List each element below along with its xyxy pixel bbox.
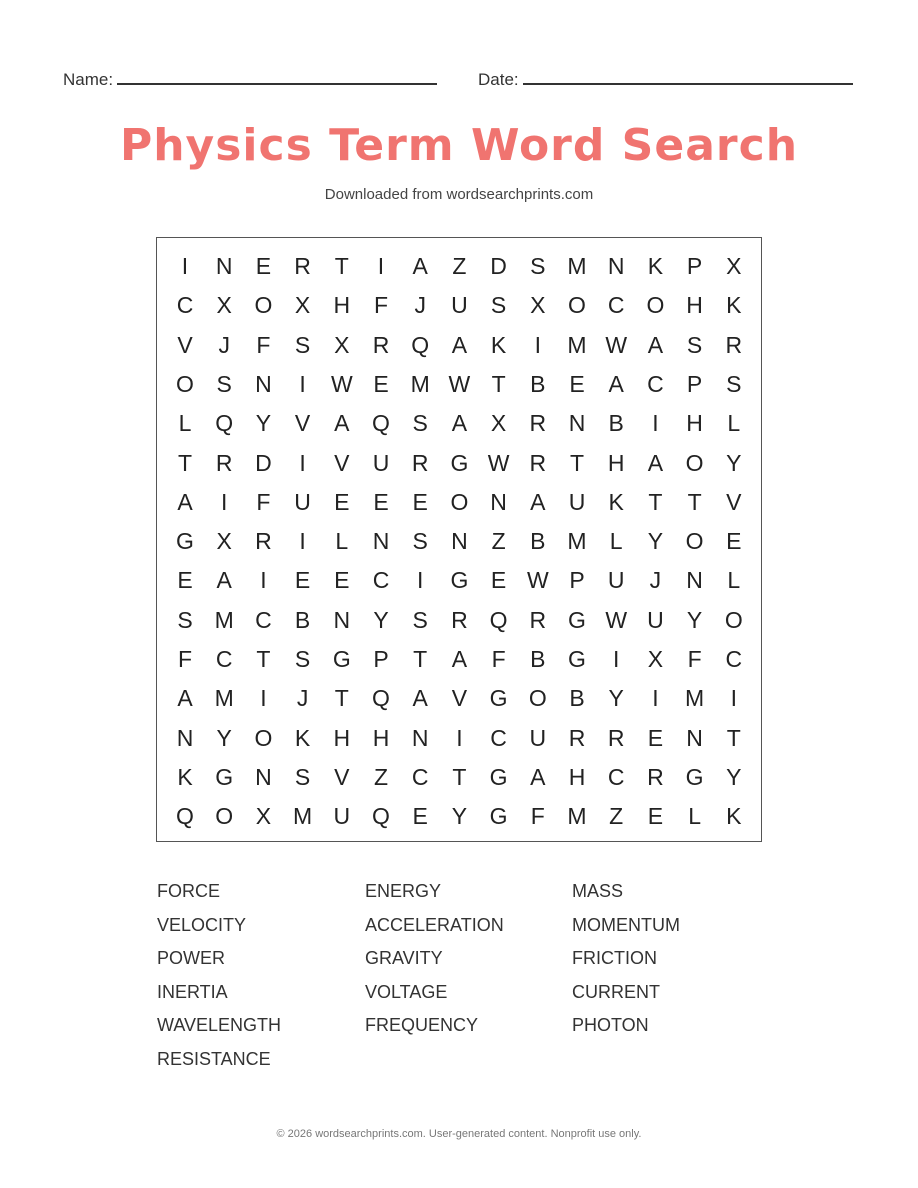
- name-line: [117, 83, 437, 85]
- grid-cell: B: [530, 370, 546, 397]
- grid-cell: V: [294, 410, 311, 437]
- grid-cell: T: [687, 488, 702, 515]
- grid-cell: A: [647, 331, 664, 358]
- grid-cell: K: [490, 331, 507, 358]
- grid-cell: T: [569, 449, 585, 476]
- grid-cell: V: [451, 685, 468, 712]
- grid-cell: Q: [489, 606, 508, 633]
- grid-cell: U: [333, 803, 351, 830]
- grid-cell: N: [333, 606, 351, 633]
- grid-cell: A: [451, 410, 468, 437]
- grid-cell: Z: [491, 528, 506, 555]
- grid-cell: I: [220, 488, 228, 515]
- grid-cell: M: [410, 370, 430, 397]
- grid-cell: F: [373, 292, 389, 319]
- grid-cell: P: [686, 253, 703, 279]
- grid-cell: E: [647, 803, 664, 830]
- grid-cell: Q: [176, 803, 194, 830]
- grid-cell: E: [373, 370, 389, 397]
- grid-cell: H: [686, 410, 703, 437]
- name-label: Name:: [63, 70, 114, 89]
- grid-cell: K: [726, 803, 742, 830]
- grid-cell: I: [260, 567, 267, 594]
- grid-cell: S: [294, 646, 311, 672]
- grid-cell: U: [607, 567, 625, 594]
- grid-cell: N: [568, 410, 586, 437]
- grid-cell: H: [607, 449, 625, 476]
- word-list-item: RESISTANCE: [157, 1048, 271, 1069]
- grid-cell: H: [333, 724, 351, 751]
- grid-cell: N: [372, 528, 390, 555]
- grid-cell: U: [647, 606, 664, 633]
- grid-cell: G: [568, 646, 586, 672]
- grid-cell: I: [260, 685, 267, 712]
- grid-cell: V: [334, 763, 350, 790]
- word-list-item: ENERGY: [365, 881, 442, 901]
- grid-cell: H: [568, 763, 586, 790]
- grid-cell: T: [256, 646, 271, 672]
- word-list-item: ACCELERATION: [365, 914, 504, 935]
- grid-cell: A: [177, 488, 193, 515]
- grid-cell: C: [647, 370, 664, 397]
- grid-cell: I: [456, 724, 463, 751]
- grid-cell: B: [294, 606, 311, 633]
- grid-cell: E: [177, 567, 193, 594]
- grid-cell: R: [529, 410, 547, 437]
- grid-cell: L: [727, 567, 741, 594]
- grid-cell: K: [647, 253, 664, 279]
- grid-cell: X: [647, 646, 664, 672]
- grid-cell: S: [216, 370, 232, 397]
- grid-cell: B: [530, 528, 546, 555]
- grid-cell: S: [177, 606, 193, 633]
- word-list-item: MOMENTUM: [572, 914, 680, 935]
- grid-cell: O: [568, 292, 586, 319]
- grid-cell: C: [215, 646, 233, 672]
- grid-cell: M: [214, 606, 234, 633]
- grid-cell: N: [451, 528, 468, 555]
- grid-cell: D: [490, 253, 507, 279]
- grid-cell: F: [256, 488, 271, 515]
- grid-cell: N: [686, 724, 703, 751]
- grid-cell: I: [299, 370, 306, 397]
- grid-cell: G: [489, 685, 508, 712]
- grid-cell: G: [450, 449, 469, 476]
- grid-cell: O: [450, 488, 469, 515]
- grid-cell: T: [413, 646, 428, 672]
- grid-cell: J: [649, 567, 662, 594]
- word-list-item: WAVELENGTH: [157, 1015, 282, 1035]
- word-list-item: FRICTION: [572, 948, 657, 968]
- date-label: Date:: [478, 70, 519, 89]
- grid-cell: U: [568, 488, 586, 515]
- grid-cell: Z: [373, 763, 389, 790]
- grid-cell: T: [334, 253, 349, 279]
- grid-cell: O: [176, 370, 194, 397]
- grid-cell: F: [256, 331, 271, 358]
- grid-cell: S: [412, 528, 428, 555]
- grid-cell: X: [490, 410, 507, 437]
- grid-cell: G: [568, 606, 586, 633]
- grid-cell: U: [372, 449, 390, 476]
- grid-cell: Y: [647, 528, 664, 555]
- grid-cell: X: [530, 292, 546, 319]
- grid-cell: A: [608, 370, 624, 397]
- grid-cell: Y: [686, 606, 703, 633]
- grid-cell: N: [255, 370, 272, 397]
- grid-cell: O: [528, 685, 547, 712]
- page-title: Physics Term Word Search: [119, 120, 799, 171]
- grid-cell: A: [647, 449, 664, 476]
- grid-cell: O: [215, 803, 234, 830]
- grid-cell: X: [294, 292, 311, 319]
- grid-cell: X: [216, 528, 232, 555]
- grid-cell: M: [567, 331, 587, 358]
- grid-cell: A: [334, 410, 350, 437]
- grid-cell: T: [726, 724, 741, 751]
- source-subtitle: Downloaded from wordsearchprints.com: [324, 186, 594, 203]
- grid-cell: O: [685, 449, 704, 476]
- grid-cell: V: [726, 488, 742, 515]
- grid-cell: G: [489, 803, 508, 830]
- grid-cell: H: [333, 292, 351, 319]
- grid-cell: X: [255, 803, 272, 830]
- word-list-item: FORCE: [157, 881, 220, 901]
- grid-cell: E: [412, 803, 428, 830]
- grid-cell: E: [373, 488, 389, 515]
- date-field: [478, 68, 853, 90]
- grid-cell: I: [181, 253, 189, 279]
- grid-cell: R: [607, 724, 625, 751]
- grid-cell: W: [330, 370, 353, 397]
- grid-cell: V: [177, 331, 193, 358]
- word-list-item: VOLTAGE: [365, 981, 448, 1002]
- word-list: [157, 879, 777, 1079]
- grid-cell: V: [334, 449, 350, 476]
- grid-cell: R: [294, 253, 311, 279]
- grid-cell: I: [652, 685, 659, 712]
- grid-cell: G: [450, 567, 469, 594]
- grid-cell: N: [490, 488, 507, 515]
- grid-cell: E: [255, 253, 272, 279]
- grid-cell: H: [372, 724, 390, 751]
- grid-cell: A: [451, 331, 468, 358]
- grid-cell: J: [296, 685, 309, 712]
- grid-cell: O: [685, 528, 704, 555]
- grid-cell: C: [372, 567, 390, 594]
- grid-cell: R: [529, 606, 547, 633]
- grid-cell: R: [215, 449, 233, 476]
- grid-cell: S: [726, 370, 742, 397]
- word-list-item: MASS: [572, 881, 624, 901]
- grid-cell: R: [372, 331, 390, 358]
- grid-cell: B: [608, 410, 624, 437]
- grid-cell: P: [686, 370, 703, 397]
- grid-cell: G: [176, 528, 194, 555]
- grid-cell: P: [373, 646, 389, 672]
- grid-cell: A: [216, 567, 232, 594]
- grid-cell: Q: [411, 331, 430, 358]
- grid-cell: C: [725, 646, 743, 672]
- grid-cell: R: [568, 724, 586, 751]
- grid-cell: L: [335, 528, 349, 555]
- grid-cell: U: [294, 488, 311, 515]
- grid-cell: Q: [372, 410, 390, 437]
- grid-cell: W: [526, 567, 549, 594]
- grid-cell: A: [530, 763, 546, 790]
- grid-cell: L: [178, 410, 192, 437]
- grid-cell: T: [334, 685, 349, 712]
- grid-cell: M: [567, 253, 587, 279]
- grid-cell: R: [529, 449, 547, 476]
- grid-cell: G: [489, 763, 508, 790]
- grid-cell: Y: [608, 685, 624, 712]
- grid-cell: U: [529, 724, 547, 751]
- grid-cell: E: [647, 724, 664, 751]
- grid-cell: N: [411, 724, 429, 751]
- grid-cell: X: [334, 331, 350, 358]
- grid-cell: E: [334, 488, 350, 515]
- grid-cell: L: [688, 803, 701, 830]
- word-list-item: PHOTON: [572, 1015, 649, 1035]
- grid-cell: B: [530, 646, 546, 672]
- grid-cell: E: [569, 370, 585, 397]
- grid-cell: T: [648, 488, 663, 515]
- grid-cell: R: [725, 331, 743, 358]
- grid-cell: B: [569, 685, 585, 712]
- word-list-item: INERTIA: [157, 981, 228, 1002]
- grid-cell: K: [177, 763, 193, 790]
- grid-cell: I: [416, 567, 424, 594]
- grid-cell: Z: [452, 253, 467, 279]
- footer-copyright: © 2026 wordsearchprints.com. User-generated content. Nonprofit use only.: [276, 1128, 642, 1140]
- grid-cell: T: [452, 763, 467, 790]
- grid-cell: G: [685, 763, 704, 790]
- date-line: [523, 83, 853, 85]
- grid-cell: A: [412, 685, 428, 712]
- grid-cell: Y: [216, 724, 232, 751]
- word-list-item: VELOCITY: [157, 914, 247, 935]
- grid-cell: N: [176, 724, 194, 751]
- grid-cell: P: [569, 567, 585, 594]
- grid-cell: W: [605, 331, 628, 358]
- grid-cell: N: [215, 253, 233, 279]
- grid-cell: L: [727, 410, 741, 437]
- grid-cell: E: [490, 567, 507, 594]
- grid-cell: K: [608, 488, 624, 515]
- grid-cell: I: [534, 331, 541, 358]
- grid-cell: W: [605, 606, 628, 633]
- grid-cell: F: [530, 803, 545, 830]
- grid-cell: A: [177, 685, 193, 712]
- grid-cell: E: [294, 567, 311, 594]
- grid-cell: T: [177, 449, 193, 476]
- grid-cell: X: [216, 292, 232, 319]
- grid-cell: I: [377, 253, 385, 279]
- grid-cell: I: [652, 410, 659, 437]
- grid-cell: Y: [726, 763, 742, 790]
- grid-cell: M: [567, 803, 587, 830]
- grid-cell: M: [685, 685, 705, 712]
- grid-cell: S: [294, 763, 311, 790]
- grid-cell: O: [254, 724, 273, 751]
- grid-cell: J: [218, 331, 230, 358]
- grid-cell: N: [255, 763, 272, 790]
- grid-cell: R: [451, 606, 468, 633]
- grid-cell: Q: [215, 410, 234, 437]
- grid-cell: I: [730, 685, 737, 712]
- grid-cell: L: [609, 528, 623, 555]
- grid-cell: M: [567, 528, 587, 555]
- grid-cell: Y: [373, 606, 389, 633]
- grid-cell: F: [177, 646, 193, 672]
- grid-cell: G: [332, 646, 351, 672]
- grid-cell: H: [686, 292, 703, 319]
- name-field: [63, 68, 437, 90]
- word-list-item: FREQUENCY: [365, 1015, 479, 1035]
- grid-cell: T: [491, 370, 506, 397]
- grid-cell: S: [686, 331, 703, 358]
- grid-cell: R: [255, 528, 272, 555]
- word-list-item: POWER: [157, 948, 226, 968]
- grid-cell: A: [451, 646, 468, 672]
- grid-cell: C: [411, 763, 429, 790]
- grid-cell: R: [411, 449, 429, 476]
- grid-cell: K: [726, 292, 742, 319]
- grid-cell: W: [448, 370, 471, 397]
- grid-cell: C: [255, 606, 272, 633]
- grid-cell: Y: [726, 449, 742, 476]
- grid-cell: Z: [609, 803, 624, 830]
- word-list-item: CURRENT: [572, 981, 660, 1002]
- grid-cell: C: [490, 724, 507, 751]
- grid-cell: N: [686, 567, 703, 594]
- grid-cell: I: [299, 449, 306, 476]
- grid-cell: K: [294, 724, 311, 751]
- grid-cell: N: [607, 253, 625, 279]
- grid-cell: A: [412, 253, 428, 279]
- grid-cell: W: [487, 449, 510, 476]
- grid-cell: C: [176, 292, 194, 319]
- grid-cell: C: [607, 763, 625, 790]
- grid-cell: E: [726, 528, 742, 555]
- grid-cell: C: [607, 292, 625, 319]
- grid-cell: J: [414, 292, 426, 319]
- grid-cell: E: [334, 567, 350, 594]
- grid-cell: R: [647, 763, 664, 790]
- grid-cell: D: [255, 449, 272, 476]
- grid-cell: G: [215, 763, 234, 790]
- grid-cell: X: [726, 253, 742, 279]
- grid-cell: O: [254, 292, 273, 319]
- grid-cell: O: [646, 292, 665, 319]
- grid-cell: S: [490, 292, 507, 319]
- grid-cell: O: [724, 606, 743, 633]
- grid-cell: E: [412, 488, 428, 515]
- grid-cell: U: [451, 292, 468, 319]
- grid-cell: F: [491, 646, 506, 672]
- grid-cell: Q: [372, 803, 390, 830]
- grid-cell: S: [412, 606, 428, 633]
- grid-cell: A: [530, 488, 546, 515]
- grid-cell: Y: [451, 803, 468, 830]
- grid-cell: S: [530, 253, 546, 279]
- letter-grid: [156, 237, 762, 842]
- grid-cell: M: [214, 685, 234, 712]
- grid-cell: Q: [372, 685, 390, 712]
- grid-cell: M: [293, 803, 313, 830]
- grid-cell: F: [687, 646, 702, 672]
- grid-cell: S: [412, 410, 428, 437]
- grid-cell: I: [612, 646, 620, 672]
- grid-cell: Y: [255, 410, 272, 437]
- word-list-item: GRAVITY: [365, 948, 443, 968]
- grid-cell: I: [299, 528, 306, 555]
- grid-cell: S: [294, 331, 311, 358]
